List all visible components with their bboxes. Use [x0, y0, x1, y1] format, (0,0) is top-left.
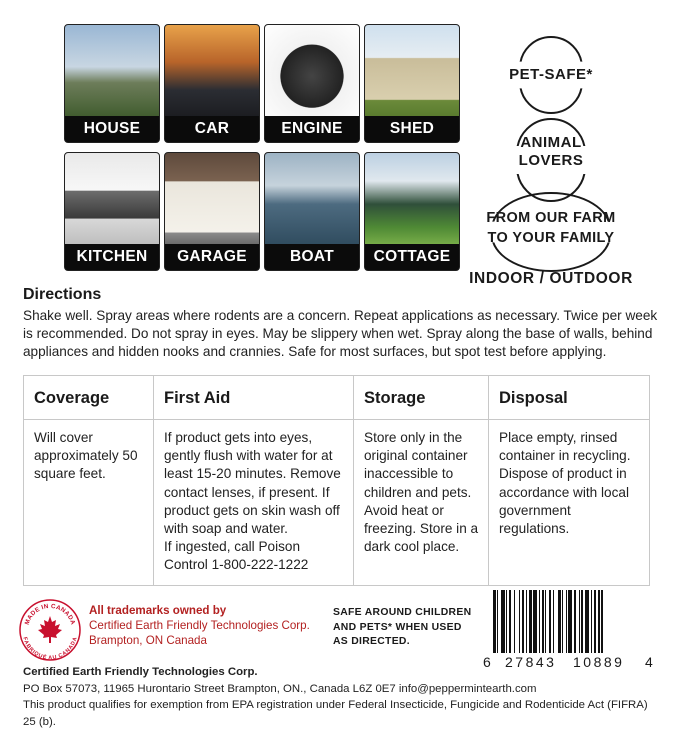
first-aid-instructions: If product gets into eyes, gently flush with water for at least 15-20 minutes. Remove contact lenses, if present. If product gets on skin wash off with soap and water. [164, 430, 341, 537]
pet-safe-badge [476, 36, 626, 118]
barcode-bar [553, 590, 554, 653]
directions-text: Shake well. Spray areas where rodents are a concern. Repeat applications as necessary. Twice per week is recommended. Do not spray in eyes. May be slippery when wet. Spray along the base of walls, behind appliances and hidden nooks and crannies. Safe for most surfaces, but spot test before applying. [23, 308, 658, 359]
house-image [65, 25, 159, 118]
tile-label: BOAT [265, 244, 359, 270]
svg-text:FABRIQUÉ AU CANADA: FABRIQUÉ AU CANADA [21, 636, 79, 662]
storage-text: Store only in the original container inaccessible to children and pets. Avoid heat or freezing. Store in a dark cool place. [364, 430, 479, 555]
barcode-bar [509, 590, 512, 653]
trademark-company: Certified Earth Friendly Technologies Corp. [89, 619, 310, 632]
barcode-bar [574, 590, 577, 653]
cottage-image [365, 153, 459, 246]
farm-line-1: FROM OUR FARM [486, 210, 616, 226]
footer-address: PO Box 57073, 11965 Hurontario Street Brampton, ON., Canada L6Z 0E7 info@peppermintearth.com [23, 682, 537, 695]
shed-image [365, 25, 459, 118]
barcode-bar [497, 590, 498, 653]
maple-leaf-icon [38, 616, 62, 643]
info-table [23, 375, 650, 586]
barcode-bar [522, 590, 525, 653]
trademark-title: All trademarks owned by [89, 604, 227, 617]
engine-image [265, 25, 359, 118]
footer [23, 664, 663, 730]
barcode-bar [545, 590, 546, 653]
animal-lovers-line-2: LOVERS [518, 152, 584, 169]
tile-label: GARAGE [165, 244, 259, 270]
directions-title: Directions [23, 286, 102, 303]
farm-family-text [456, 208, 646, 248]
barcode-bar [568, 590, 572, 653]
barcode-bars [493, 590, 639, 653]
barcode-digit-lead: 6 [483, 654, 491, 670]
barcode-bar [601, 590, 604, 653]
tile-label: COTTAGE [365, 244, 459, 270]
footer-epa-notice: This product qualifies for exemption from EPA registration under Federal Insecticide, Fungicide and Rodenticide Act (FIFRA) 25 (b). [23, 699, 648, 728]
farm-line-2: TO YOUR FAMILY [487, 230, 615, 246]
barcode-bar [542, 590, 543, 653]
barcode-bar [585, 590, 589, 653]
barcode-bar [533, 590, 537, 653]
made-in-canada-logo [18, 598, 82, 662]
barcode-digits-right: 10889 [573, 654, 625, 670]
farm-family-badge [476, 192, 626, 272]
barcode-bar [549, 590, 552, 653]
tile-label: SHED [365, 116, 459, 142]
disposal-heading: Disposal [489, 376, 649, 420]
barcode-bar [594, 590, 595, 653]
tile-label: KITCHEN [65, 244, 159, 270]
pet-safe-text: PET-SAFE* [509, 66, 593, 83]
tile-cottage [364, 152, 460, 271]
barcode-bar [539, 590, 540, 653]
tile-label: HOUSE [65, 116, 159, 142]
boat-image [265, 153, 359, 246]
barcode-bar [493, 590, 496, 653]
barcode-bar [514, 590, 515, 653]
tile-boat [264, 152, 360, 271]
tile-garage [164, 152, 260, 271]
barcode-bar [579, 590, 580, 653]
coverage-text: Will cover approximately 50 square feet. [34, 430, 138, 482]
barcode-digits-left: 27843 [505, 654, 557, 670]
trademark-location: Brampton, ON Canada [89, 634, 207, 647]
svg-text:MADE IN CANADA: MADE IN CANADA [23, 602, 77, 626]
coverage-column [24, 376, 154, 585]
barcode-bar [506, 590, 507, 653]
first-aid-text [154, 420, 353, 575]
barcode-bar [581, 590, 582, 653]
barcode-bar [519, 590, 520, 653]
barcode-bar [501, 590, 505, 653]
animal-lovers-text [476, 134, 626, 170]
barcode-bar [591, 590, 592, 653]
barcode-bar [526, 590, 527, 653]
safe-line-2: AND PETS* WHEN USED [333, 621, 462, 633]
safe-line-1: SAFE AROUND CHILDREN [333, 607, 472, 618]
coverage-heading: Coverage [24, 376, 153, 420]
poison-control-text: If ingested, call Poison Control 1-800-222-1222 [164, 539, 309, 573]
animal-lovers-line-1: ANIMAL [520, 134, 582, 151]
barcode-bar [529, 590, 532, 653]
footer-company: Certified Earth Friendly Technologies Corp. [23, 666, 258, 678]
tile-car [164, 24, 260, 143]
usage-tiles [64, 24, 462, 272]
barcode-bar [558, 590, 561, 653]
storage-heading: Storage [354, 376, 488, 420]
garage-image [165, 153, 259, 246]
first-aid-heading: First Aid [154, 376, 353, 420]
barcode-bar [562, 590, 563, 653]
barcode-bar [598, 590, 599, 653]
tile-kitchen [64, 152, 160, 271]
car-image [165, 25, 259, 118]
safe-notice [333, 606, 483, 650]
storage-column [354, 376, 489, 585]
disposal-text: Place empty, rinsed container in recycling. Dispose of product in accordance with local government regulations. [499, 430, 631, 537]
tile-label: ENGINE [265, 116, 359, 142]
tile-shed [364, 24, 460, 143]
indoor-outdoor-label: INDOOR / OUTDOOR [469, 270, 633, 287]
tile-engine [264, 24, 360, 143]
safe-line-3: AS DIRECTED. [333, 636, 410, 647]
barcode-bar [566, 590, 567, 653]
trademark-notice [89, 603, 310, 648]
barcode-digit-check: 4 [645, 654, 653, 670]
kitchen-image [65, 153, 159, 246]
first-aid-column [154, 376, 354, 585]
tile-label: CAR [165, 116, 259, 142]
disposal-column [489, 376, 649, 585]
tile-house [64, 24, 160, 143]
